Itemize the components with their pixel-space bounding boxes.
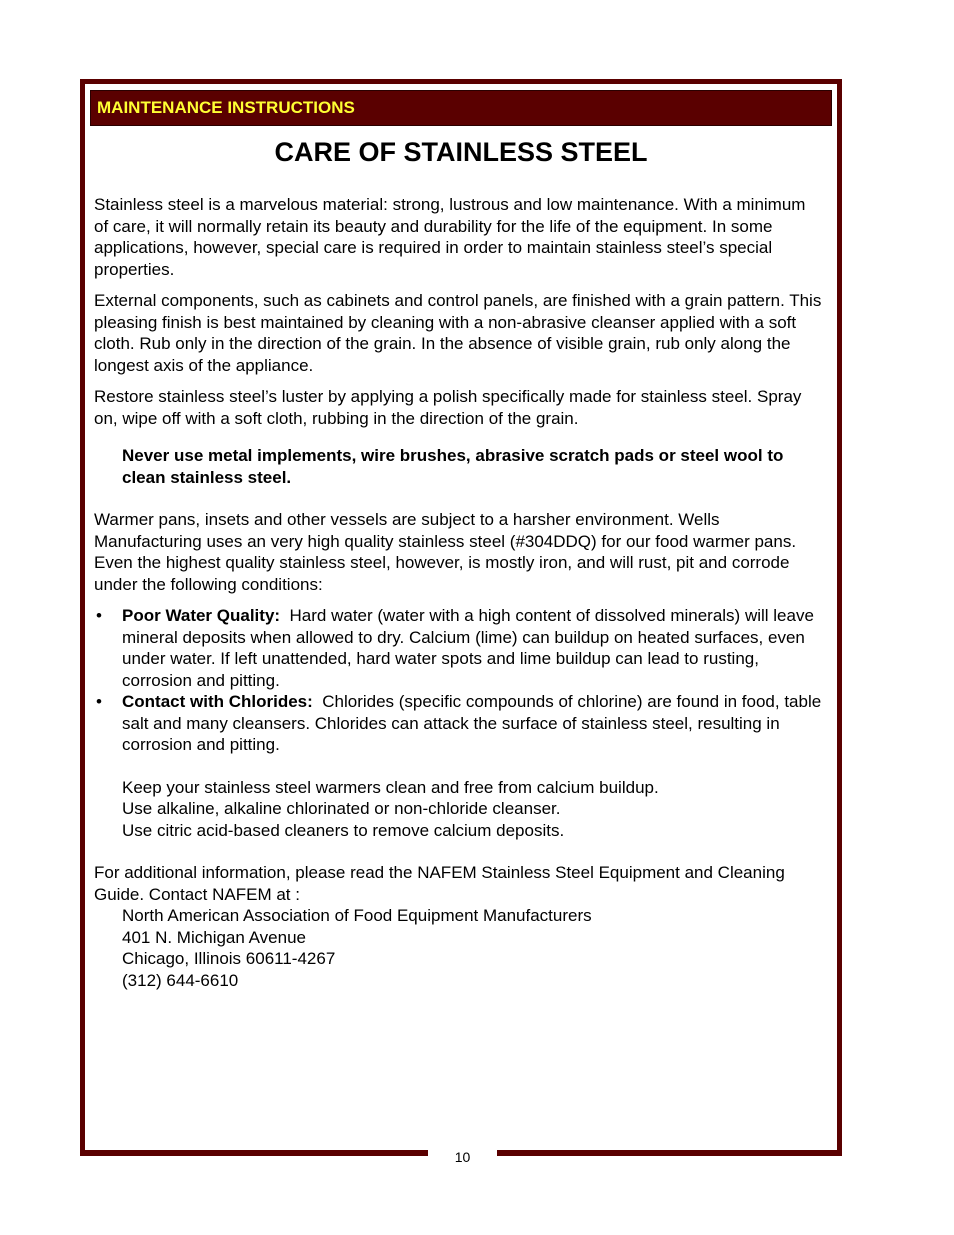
tip-line: Use citric acid-based cleaners to remove calcium deposits.: [122, 820, 565, 840]
condition-label: Contact with Chlorides:: [122, 692, 313, 711]
nafem-address: [122, 905, 824, 991]
list-item: [94, 605, 824, 691]
page-title: CARE OF STAINLESS STEEL: [274, 137, 648, 167]
section-header-bar: [90, 90, 832, 126]
section-header-text: MAINTENANCE INSTRUCTIONS: [97, 98, 355, 117]
frame-bottom-right-rule: [497, 1150, 842, 1156]
document-body: [94, 194, 824, 991]
address-line: Chicago, Illinois 60611-4267: [122, 949, 336, 968]
external-components-paragraph: External components, such as cabinets and control panels, are finished with a grain pattern. This pleasing finish is best maintained by cleaning with a non-abrasive cleanser applied with a soft cloth. Rub only in the direction of the grain. In the absence of visible grain, rub only along the longest axis of the appliance.: [94, 291, 822, 375]
condition-text: Chlorides (specific compounds of chlorine) are found in food, table salt and many cleansers. Chlorides can attack the surface of stainless steel, resulting in corrosion and pitting.: [122, 692, 822, 754]
frame-bottom-left-rule: [80, 1150, 428, 1156]
warning-note: Never use metal implements, wire brushes, abrasive scratch pads or steel wool to clean stainless steel.: [122, 446, 784, 487]
restore-luster-paragraph: Restore stainless steel’s luster by applying a polish specifically made for stainless steel. Spray on, wipe off with a soft cloth, rubbing in the direction of the grain.: [94, 387, 802, 428]
condition-label: Poor Water Quality:: [122, 606, 281, 625]
additional-info: For additional information, please read the NAFEM Stainless Steel Equipment and Cleaning Guide. Contact NAFEM at :: [94, 863, 785, 904]
care-tips: [122, 777, 824, 842]
conditions-list: [94, 605, 824, 756]
address-line: North American Association of Food Equipment Manufacturers: [122, 906, 592, 925]
page-number: 10: [454, 1149, 471, 1165]
list-item: [94, 691, 824, 756]
address-line: 401 N. Michigan Avenue: [122, 927, 306, 947]
tip-line: Use alkaline, alkaline chlorinated or non-chloride cleanser.: [122, 799, 561, 818]
warmer-pans-paragraph: Warmer pans, insets and other vessels are subject to a harsher environment. Wells Manufacturing uses an very high quality stainless steel (#304DDQ) for our food warmer pans. Even the highest quality stainless steel, however, is mostly iron, and will rust, pit and corrode under the following conditions:: [94, 510, 797, 594]
intro-paragraph: Stainless steel is a marvelous material: strong, lustrous and low maintenance. With a minimum of care, it will normally retain its beauty and durability for the life of the equipment. In some applications, however, special care is required in order to maintain stainless steel’s special properties.: [94, 195, 806, 279]
address-line: (312) 644-6610: [122, 970, 239, 990]
tip-line: Keep your stainless steel warmers clean and free from calcium buildup.: [122, 777, 659, 797]
condition-text: Hard water (water with a high content of dissolved minerals) will leave mineral deposits when allowed to dry. Calcium (lime) can buildup on heated surfaces, even under water. If left unattended, hard water spots and lime buildup can lead to rusting, corrosion and pitting.: [122, 606, 814, 690]
